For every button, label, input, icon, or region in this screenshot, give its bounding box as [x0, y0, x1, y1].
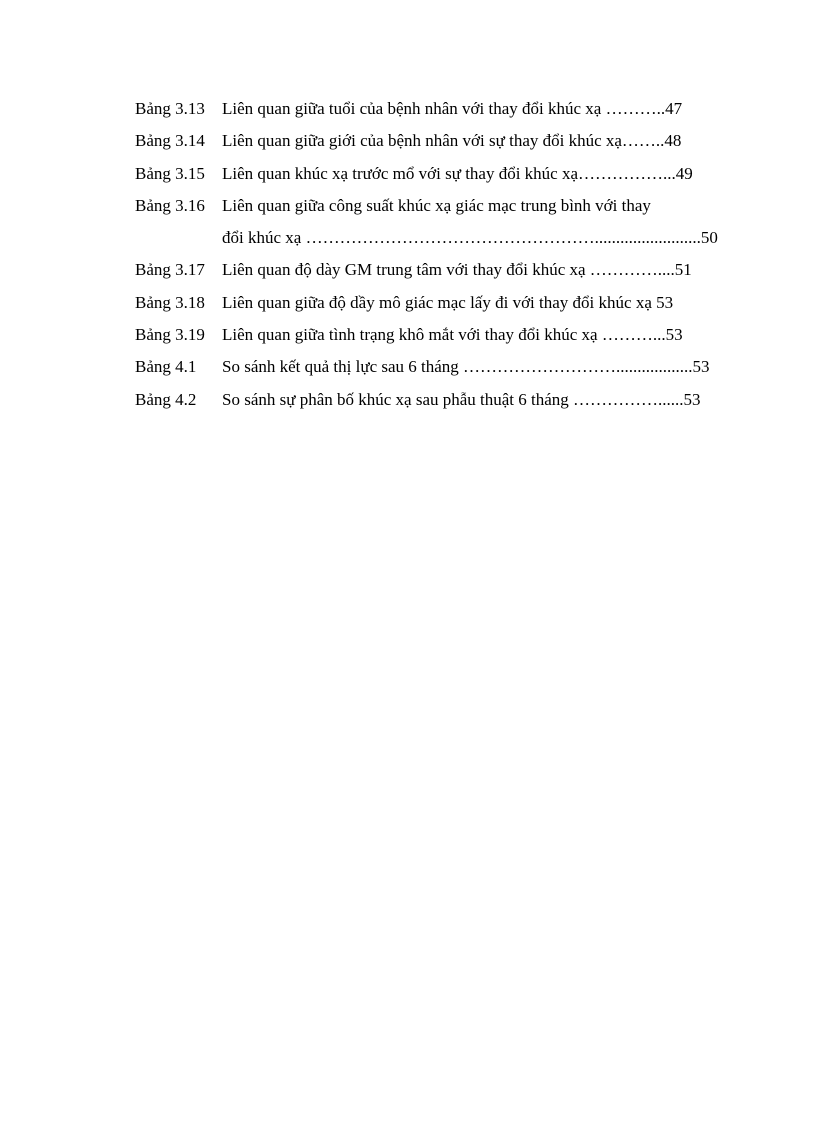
table-title: Liên quan độ dày GM trung tâm với thay đổi khúc xạ …………....51 [222, 260, 692, 280]
toc-row [135, 351, 738, 383]
table-of-contents [135, 93, 738, 416]
table-label: Bảng 3.15 [135, 163, 205, 183]
table-label: Bảng 3.14 [135, 131, 205, 151]
table-title: Liên quan giữa công suất khúc xạ giác mạc trung bình với thay [222, 195, 651, 215]
toc-row [135, 158, 738, 190]
table-label: Bảng 3.19 [135, 325, 205, 345]
table-title: Liên quan giữa độ dầy mô giác mạc lấy đi với thay đổi khúc xạ 53 [222, 292, 674, 312]
toc-row [135, 125, 738, 157]
table-label: Bảng 3.18 [135, 292, 205, 312]
toc-row [135, 93, 738, 125]
toc-row [135, 384, 738, 416]
table-title: Liên quan giữa giới của bệnh nhân với sự thay đổi khúc xạ……..48 [222, 131, 682, 151]
toc-row [135, 190, 738, 222]
table-label: Bảng 4.1 [135, 357, 197, 377]
toc-row [135, 254, 738, 286]
table-title: So sánh sự phân bố khúc xạ sau phẫu thuật 6 tháng ……………......53 [222, 389, 701, 409]
table-label: Bảng 3.17 [135, 260, 205, 280]
table-title: Liên quan khúc xạ trước mổ với sự thay đổi khúc xạ……………...49 [222, 163, 693, 183]
table-label: Bảng 3.16 [135, 195, 205, 215]
toc-row [135, 319, 738, 351]
table-title: So sánh kết quả thị lực sau 6 tháng ………………………..................53 [222, 357, 710, 377]
table-label: Bảng 4.2 [135, 389, 197, 409]
toc-row-continuation [135, 222, 738, 254]
toc-row [135, 287, 738, 319]
table-title: Liên quan giữa tình trạng khô mắt với thay đổi khúc xạ ………...53 [222, 325, 683, 345]
table-label: Bảng 3.13 [135, 99, 205, 118]
table-title: Liên quan giữa tuổi của bệnh nhân với thay đổi khúc xạ ………..47 [222, 99, 683, 118]
table-title: đổi khúc xạ …………………………………………….........................50 [222, 228, 718, 248]
